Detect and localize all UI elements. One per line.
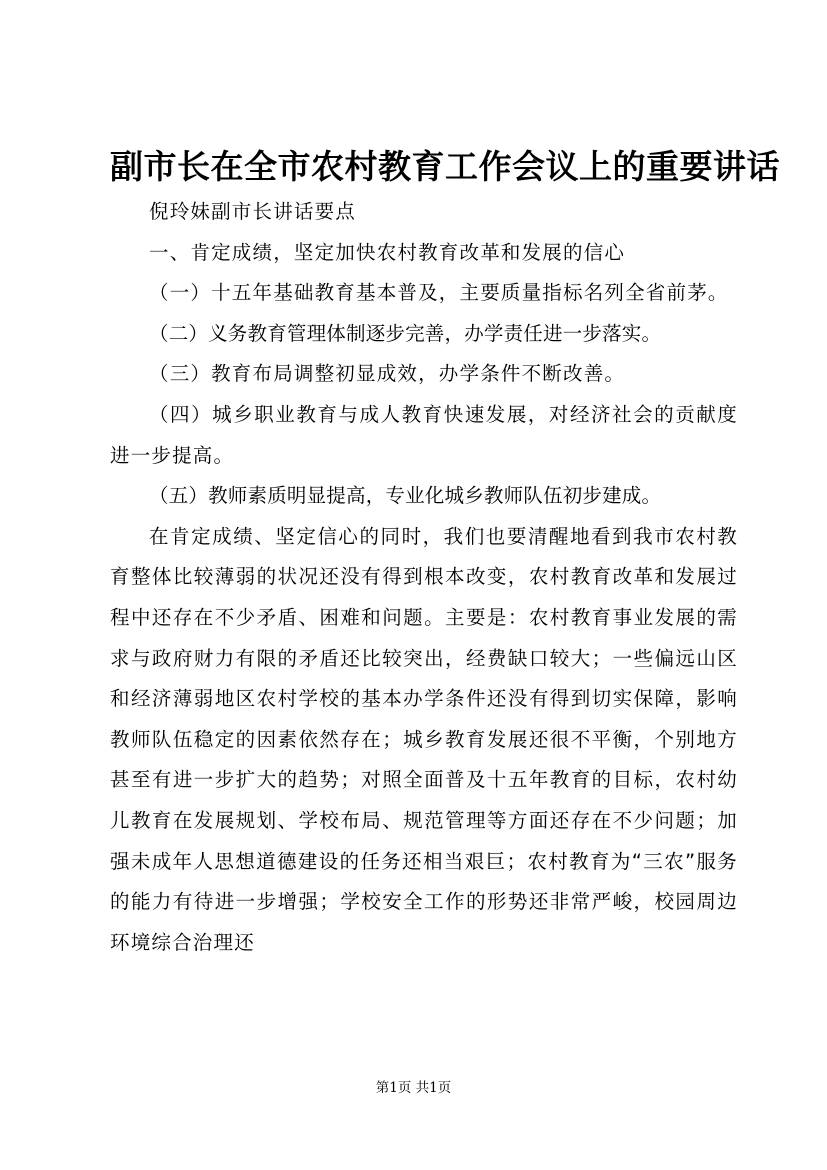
paragraph: （四）城乡职业教育与成人教育快速发展，对经济社会的贡献度进一步提高。 [110, 402, 738, 467]
paragraph: （一）十五年基础教育基本普及，主要质量指标名列全省前茅。 [149, 281, 729, 305]
document-body [110, 192, 738, 963]
paragraph: （五）教师素质明显提高，专业化城乡教师队伍初步建成。 [149, 484, 662, 508]
speaker-line: 倪玲妹副市长讲话要点 [149, 200, 357, 223]
section-heading: 一、肯定成绩，坚定加快农村教育改革和发展的信心 [149, 240, 626, 264]
paragraph: 在肯定成绩、坚定信心的同时，我们也要清醒地看到我市农村教育整体比较薄弱的状况还没有得到根本改变，农村教育改革和发展过程中还存在不少矛盾、困难和问题。主要是：农村教育事业发展的需求与政府财力有限的矛盾还比较突出，经费缺口较大；一些偏远山区和经济薄弱地区农村学校的基本办学条件还没有得到切实保障，影响教师队伍稳定的因素依然存在；城乡教育发展还很不平衡，个别地方甚至有进一步扩大的趋势；对照全面普及十五年教育的目标，农村幼儿教育在发展规划、学校布局、规范管理等方面还存在不少问题；加强未成年人思想道德建设的任务还相当艰巨；农村教育为“三农”服务的能力有待进一步增强；学校安全工作的形势还非常严峻，校园周边环境综合治理还 [110, 524, 738, 954]
document-title: 副市长在全市农村教育工作会议上的重要讲话 [110, 147, 780, 186]
paragraph: （三）教育布局调整初显成效，办学条件不断改善。 [149, 362, 626, 386]
paragraph: （二）义务教育管理体制逐步完善，办学责任进一步落实。 [149, 321, 662, 345]
page-number: 第1页 共1页 [375, 1080, 452, 1096]
